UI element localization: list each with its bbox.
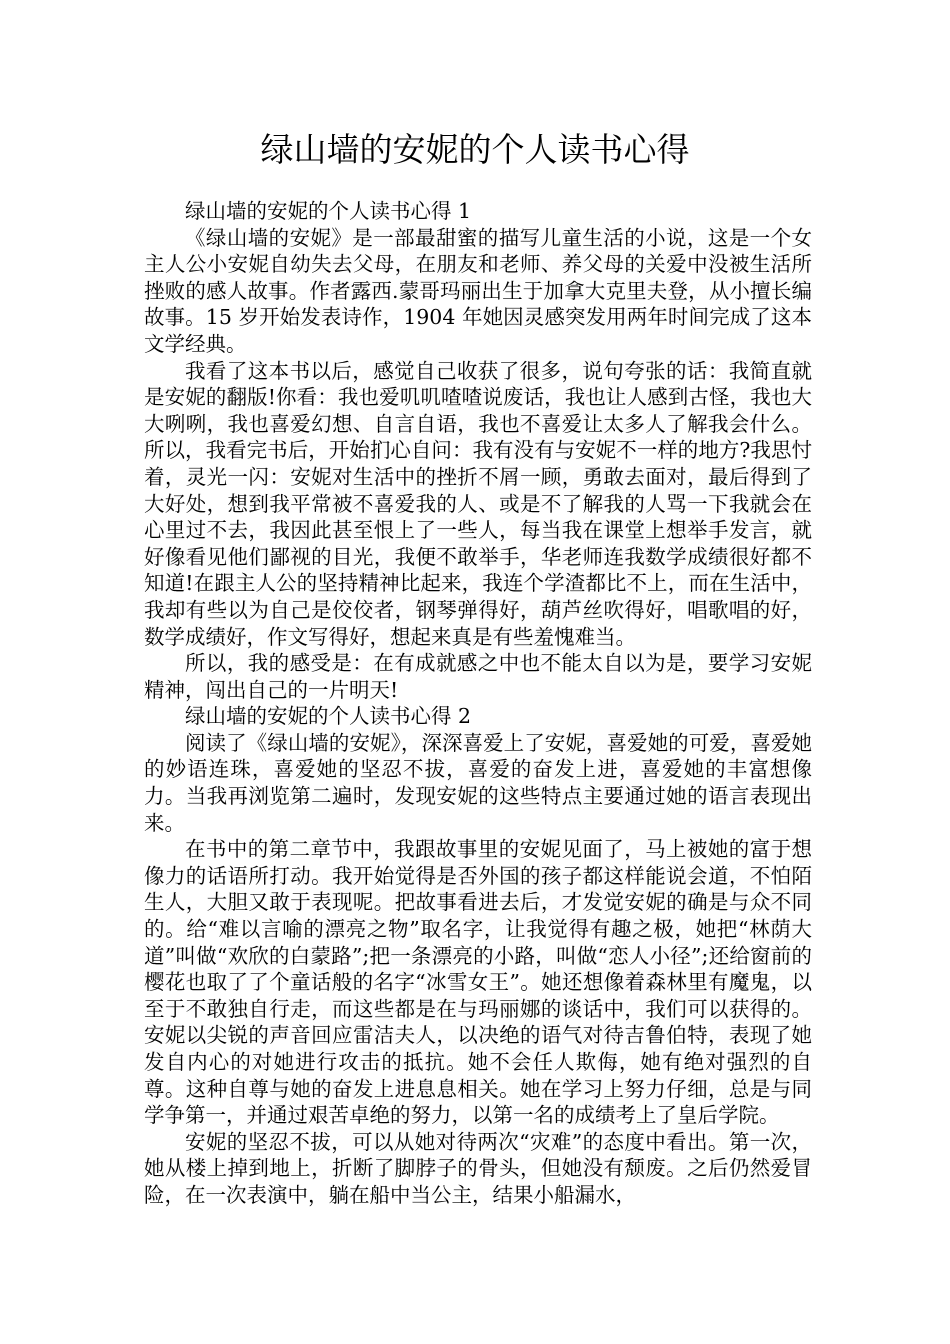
- section-heading-2: 绿山墙的安妮的个人读书心得 2: [185, 704, 472, 729]
- paragraph: 《绿山墙的安妮》是一部最甜蜜的描写儿童生活的小说，这是一个女主人公小安妮自幼失去父母，在朋友和老师、养父母的关爱中没被生活所挫败的感人故事。作者露西.蒙哥玛丽出生于加拿大克里夫登，从小擅长编故事。15 岁开始发表诗作，1904 年她因灵感突发用两年时间完成了这本文学经典。: [144, 225, 812, 356]
- paragraph: 在书中的第二章节中，我跟故事里的安妮见面了，马上被她的富于想像力的话语所打动。我开始觉得是否外国的孩子都这样能说会道，不怕陌生人，大胆又敢于表现呢。把故事看进去后，才发觉安妮的确是与众不同的。给“难以言喻的漂亮之物”取名字，让我觉得有趣之极，她把“林荫大道”叫做“欢欣的白蒙路”;把一条漂亮的小路，叫做“恋人小径”;还给窗前的樱花也取了了个童话般的名字“冰雪女王”。她还想像着森林里有魔鬼，以至于不敢独自行走，而这些都是在与玛丽娜的谈话中，我们可以获得的。安妮以尖锐的声音回应雷洁夫人，以决绝的语气对待吉鲁伯特，表现了她发自内心的对她进行攻击的抵抗。她不会任人欺侮，她有绝对强烈的自尊。这种自尊与她的奋发上进息息相关。她在学习上努力仔细，总是与同学争第一，并通过艰苦卓绝的努力，以第一名的成绩考上了皇后学院。: [144, 837, 812, 1128]
- document-title: 绿山墙的安妮的个人读书心得: [260, 130, 690, 169]
- paragraph: 我看了这本书以后，感觉自己收获了很多，说句夸张的话：我简直就是安妮的翻版!你看：我也爱叽叽喳喳说废话，我也让人感到古怪，我也大大咧咧，我也喜爱幻想、自言自语，我也不喜爱让太多人了解我会什么。所以，我看完书后，开始扪心自问：我有没有与安妮不一样的地方?我思忖着，灵光一闪：安妮对生活中的挫折不屑一顾，勇敢去面对，最后得到了大好处，想到我平常被不喜爱我的人、或是不了解我的人骂一下我就会在心里过不去，我因此甚至恨上了一些人，每当我在课堂上想举手发言，就好像看见他们鄙视的目光，我便不敢举手，华老师连我数学成绩很好都不知道!在跟主人公的坚持精神比起来，我连个学渣都比不上，而在生活中，我却有些以为自己是佼佼者，钢琴弹得好，葫芦丝吹得好，唱歌唱的好，数学成绩好，作文写得好，想起来真是有些羞愧难当。: [144, 358, 812, 649]
- paragraph: 所以，我的感受是：在有成就感之中也不能太自以为是，要学习安妮精神，闯出自己的一片明天!: [144, 651, 812, 702]
- paragraph: 安妮的坚忍不拔，可以从她对待两次“灾难”的态度中看出。第一次，她从楼上掉到地上，折断了脚脖子的骨头，但她没有颓废。之后仍然爱冒险，在一次表演中，躺在船中当公主，结果小船漏水，: [144, 1129, 812, 1207]
- document-body: [144, 198, 812, 1209]
- section-heading-1: 绿山墙的安妮的个人读书心得 1: [185, 199, 472, 223]
- paragraph: 阅读了《绿山墙的安妮》，深深喜爱上了安妮，喜爱她的可爱，喜爱她的妙语连珠，喜爱她的坚忍不拔，喜爱的奋发上进，喜爱她的丰富想像力。当我再浏览第二遍时，发现安妮的这些特点主要通过她的语言表现出来。: [144, 730, 812, 835]
